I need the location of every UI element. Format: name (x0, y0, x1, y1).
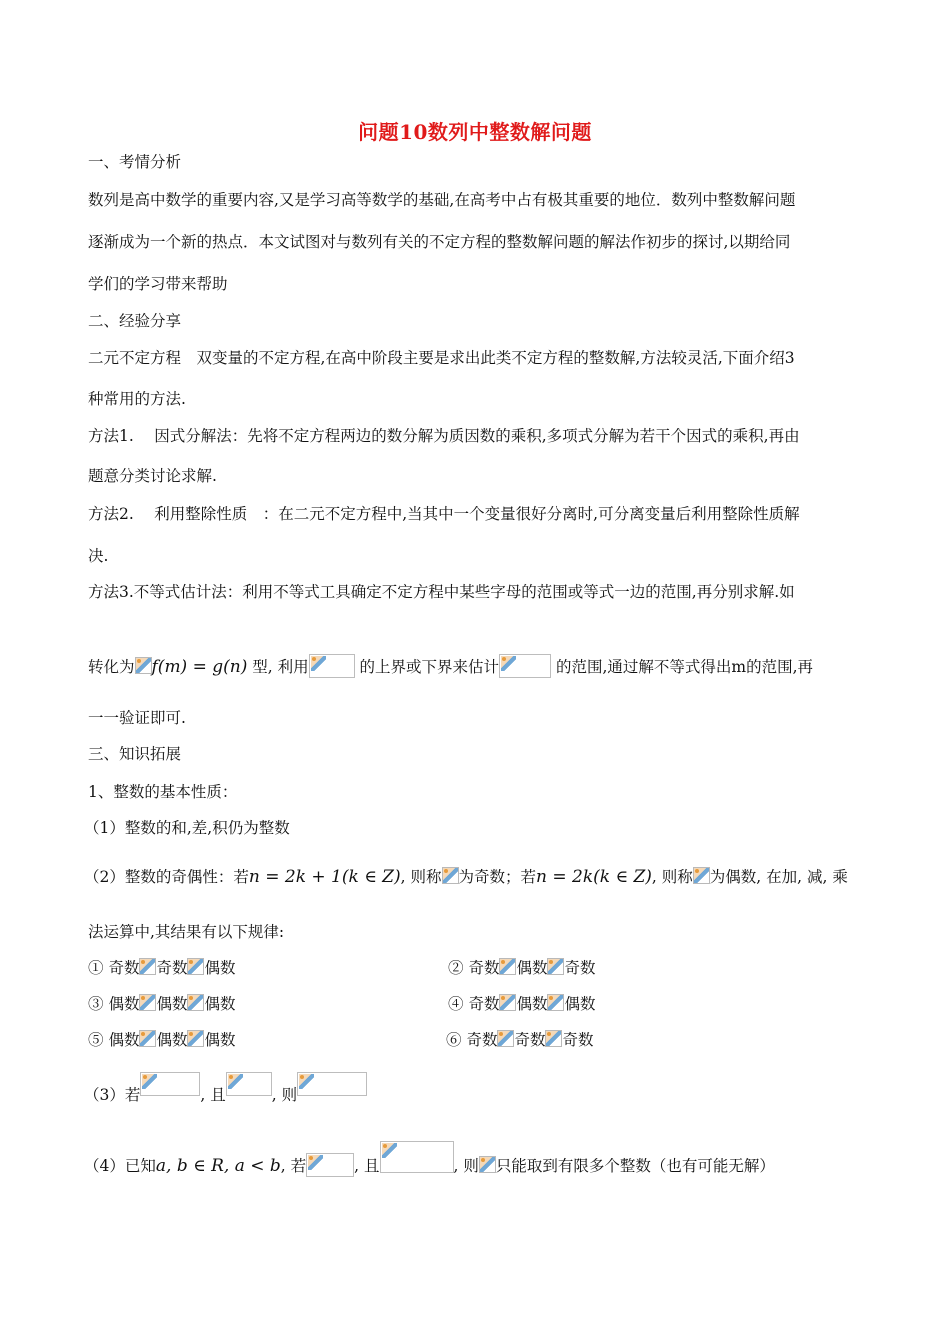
broken-image-icon (187, 958, 204, 975)
broken-image-icon (187, 994, 204, 1011)
property-1: （1）整数的和,差,积仍为整数 (84, 819, 290, 837)
text-fragment: , 则 (271, 1086, 298, 1104)
rule-operand: 偶数 (516, 959, 548, 977)
paragraph-line: 一一验证即可. (88, 709, 186, 727)
method-1-line: 题意分类讨论求解. (88, 467, 217, 485)
broken-image-icon (479, 1156, 496, 1173)
page-title: 问题10数列中整数解问题 (358, 120, 592, 144)
broken-image-icon (499, 994, 516, 1011)
formula-image-placeholder (309, 654, 355, 678)
rule-item (88, 994, 236, 1014)
rule-number: ② (448, 959, 464, 977)
rule-item (88, 1030, 236, 1050)
subheading: 1、整数的基本性质： (88, 783, 238, 801)
text-fragment: （3）若 (84, 1086, 141, 1104)
broken-image-icon (547, 994, 564, 1011)
rule-number: ① (88, 959, 104, 977)
text-fragment: 型, 利用 (247, 658, 309, 676)
broken-image-icon (382, 1143, 397, 1158)
paragraph-line: 种常用的方法. (88, 390, 186, 408)
method-2-line: 方法2. 利用整除性质 ：在二元不定方程中,当其中一个变量很好分离时,可分离变量后利用整除性质解 (88, 505, 800, 523)
broken-image-icon (311, 656, 326, 671)
rule-number: ④ (448, 995, 464, 1013)
paragraph-line: 学们的学习带来帮助 (88, 275, 228, 293)
broken-image-icon (442, 867, 459, 884)
math-formula: a, b ∈ R, a < b (155, 1156, 281, 1176)
method-2-line: 决. (88, 547, 109, 565)
formula-image-placeholder (297, 1072, 367, 1096)
rule-number: ⑤ (88, 1031, 104, 1049)
text-fragment: , 且 (354, 1157, 380, 1175)
text-fragment: , 若 (280, 1157, 307, 1175)
math-formula: f(m) = g(n) (151, 657, 248, 677)
property-3-line (84, 1072, 367, 1105)
text-fragment: , 则称 (651, 868, 693, 886)
paragraph-line: 数列是高中数学的重要内容,又是学习高等数学的基础,在高考中占有极其重要的地位．数列中整数解问题 (88, 191, 796, 209)
broken-image-icon (139, 994, 156, 1011)
broken-image-icon (187, 1030, 204, 1047)
rule-operand: 偶数 (156, 995, 188, 1013)
text-fragment: 为奇数；若 (458, 868, 537, 886)
text-fragment: , 且 (200, 1086, 226, 1104)
broken-image-icon (497, 1030, 514, 1047)
rule-result: 偶数 (204, 1031, 236, 1049)
text-fragment: 的范围,通过解不等式得出m的范围,再 (551, 658, 814, 676)
section-heading-knowledge: 三、知识拓展 (88, 745, 182, 763)
rule-operand: 偶数 (108, 1031, 140, 1049)
text-fragment: 的上界或下界来估计 (354, 658, 500, 676)
text-fragment: （4）已知 (84, 1157, 156, 1175)
rule-result: 奇数 (562, 1031, 594, 1049)
rule-operand: 偶数 (108, 995, 140, 1013)
formula-image-placeholder (140, 1072, 200, 1096)
property-2-line (84, 867, 848, 887)
rule-operand: 偶数 (516, 995, 548, 1013)
broken-image-icon (139, 1030, 156, 1047)
rule-operand: 偶数 (156, 1031, 188, 1049)
rule-item (448, 958, 596, 978)
rule-item (448, 994, 596, 1014)
formula-image-placeholder (499, 654, 551, 678)
paragraph-line: 逐渐成为一个新的热点．本文试图对与数列有关的不定方程的整数解问题的解法作初步的探讨,以期给同 (88, 233, 791, 251)
rule-result: 偶数 (564, 995, 596, 1013)
rule-number: ③ (88, 995, 104, 1013)
method-3-formula-line (88, 654, 813, 678)
section-heading-analysis: 一、考情分析 (88, 153, 182, 171)
text-fragment: 为偶数, 在加, 减, 乘 (709, 868, 848, 886)
rule-item (446, 1030, 594, 1050)
text-fragment: 只能取到有限多个整数（也有可能无解） (495, 1157, 775, 1175)
rule-number: ⑥ (446, 1031, 462, 1049)
rule-operand: 奇数 (468, 959, 500, 977)
broken-image-icon (308, 1155, 323, 1170)
paragraph-line: 二元不定方程 双变量的不定方程,在高中阶段主要是求出此类不定方程的整数解,方法较灵活,下面介绍3 (88, 349, 795, 367)
rule-operand: 奇数 (466, 1031, 498, 1049)
text-fragment: , 则 (453, 1157, 479, 1175)
broken-image-icon (693, 867, 710, 884)
broken-image-icon (299, 1074, 314, 1089)
broken-image-icon (501, 656, 516, 671)
rule-result: 奇数 (564, 959, 596, 977)
method-3-line: 方法3.不等式估计法：利用不等式工具确定不定方程中某些字母的范围或等式一边的范围,再分别求解.如 (88, 583, 795, 601)
broken-image-icon (135, 657, 152, 674)
text-fragment: 转化为 (88, 658, 135, 676)
broken-image-icon (547, 958, 564, 975)
text-fragment: , 则称 (400, 868, 442, 886)
math-formula: n = 2k(k ∈ Z) (536, 867, 652, 887)
formula-image-placeholder (226, 1072, 272, 1096)
rule-result: 偶数 (204, 959, 236, 977)
paragraph-line: 法运算中,其结果有以下规律: (88, 923, 285, 941)
broken-image-icon (139, 958, 156, 975)
text-fragment: （2）整数的奇偶性：若 (84, 868, 249, 886)
math-formula: n = 2k + 1(k ∈ Z) (248, 867, 401, 887)
broken-image-icon (228, 1074, 243, 1089)
section-heading-experience: 二、经验分享 (88, 312, 182, 330)
rule-item (88, 958, 236, 978)
formula-image-placeholder (380, 1141, 454, 1173)
broken-image-icon (499, 958, 516, 975)
property-4-line (84, 1141, 775, 1177)
rule-operand: 奇数 (156, 959, 188, 977)
broken-image-icon (545, 1030, 562, 1047)
method-1-line: 方法1. 因式分解法：先将不定方程两边的数分解为质因数的乘积,多项式分解为若干个因式的乘积,再由 (88, 427, 800, 445)
rule-operand: 奇数 (468, 995, 500, 1013)
rule-result: 偶数 (204, 995, 236, 1013)
rule-operand: 奇数 (108, 959, 140, 977)
rule-operand: 奇数 (514, 1031, 546, 1049)
formula-image-placeholder (306, 1153, 354, 1177)
broken-image-icon (142, 1074, 157, 1089)
